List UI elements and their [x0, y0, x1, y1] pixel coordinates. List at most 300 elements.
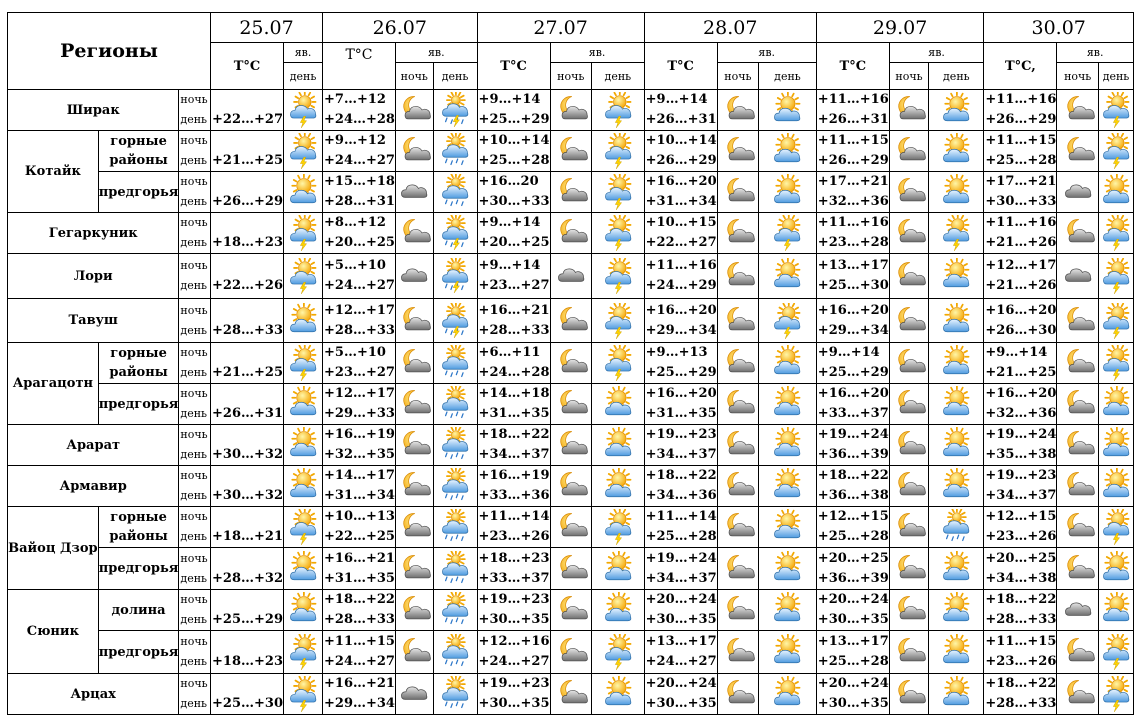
- temperature-cell: [816, 172, 889, 213]
- weather-cell: [929, 90, 984, 131]
- moon-cloud-icon: [1057, 303, 1098, 339]
- sun-cloud-thunder-icon: [1099, 258, 1133, 294]
- night-label: ночь: [180, 593, 208, 606]
- weather-cell: [592, 548, 645, 590]
- night-temp: +11…+15: [324, 634, 395, 649]
- day-temp: +31…+34: [645, 194, 717, 209]
- weather-cell: [592, 674, 645, 715]
- weather-cell: [889, 343, 929, 384]
- cloud-icon: [1057, 174, 1098, 210]
- sun-cloud-icon: [284, 468, 322, 504]
- weather-cell: [929, 466, 984, 507]
- night-temp: +19…+24: [645, 550, 717, 566]
- sun-cloud-icon: [1099, 551, 1133, 587]
- weather-cell: [433, 507, 477, 548]
- day-temp: +34…+37: [645, 447, 717, 462]
- region-name: Вайоц Дзор: [8, 507, 99, 590]
- day-temp: +30…+35: [817, 612, 889, 627]
- temperature-cell: [323, 131, 396, 172]
- weather-cell: [929, 254, 984, 299]
- weather-cell: [284, 507, 323, 548]
- phenomena-header: яв.: [889, 43, 984, 63]
- weather-cell: [550, 172, 592, 213]
- night-label: ночь: [180, 346, 208, 359]
- sun-cloud-thunder-icon: [592, 509, 644, 545]
- temperature-cell: [323, 213, 396, 254]
- sun-cloud-icon: [929, 174, 983, 210]
- night-temp: +11…+16: [817, 215, 889, 230]
- temperature-cell: [477, 131, 550, 172]
- weather-cell: [592, 213, 645, 254]
- day-temp: +33…+36: [478, 488, 550, 503]
- weather-cell: [1057, 131, 1099, 172]
- temperature-cell: [477, 425, 550, 466]
- weather-cell: [929, 131, 984, 172]
- sun-cloud-icon: [759, 386, 816, 422]
- weather-cell: [1099, 213, 1134, 254]
- day-temp: +34…+38: [985, 570, 1057, 586]
- weather-cell: [759, 548, 817, 590]
- day-header: день: [592, 63, 645, 90]
- weather-cell: [1099, 343, 1134, 384]
- sun-cloud-thunder-icon: [592, 174, 644, 210]
- night-label: ночь: [180, 93, 208, 106]
- date-header: 26.07: [323, 13, 478, 43]
- weather-cell: [1057, 384, 1099, 425]
- weather-cell: [395, 299, 433, 343]
- region-name: Котайк: [8, 131, 99, 213]
- day-temp: +30…+33: [478, 194, 550, 209]
- weather-cell: [284, 384, 323, 425]
- cloud-icon: [1057, 592, 1098, 628]
- weather-cell: [1099, 254, 1134, 299]
- moon-cloud-icon: [396, 345, 433, 381]
- sun-cloud-icon: [759, 133, 816, 169]
- moon-cloud-icon: [551, 634, 592, 670]
- moon-cloud-icon: [551, 676, 592, 712]
- temperature-cell: [644, 213, 717, 254]
- weather-cell: [759, 213, 817, 254]
- weather-cell: [395, 674, 433, 715]
- night-temp: [212, 632, 283, 652]
- sun-cloud-icon: [929, 592, 983, 628]
- night-label: ночь: [180, 303, 208, 317]
- day-temp: +26…+29: [985, 112, 1057, 127]
- temperature-cell: [211, 172, 284, 213]
- sun-cloud-icon: [759, 468, 816, 504]
- day-temp: +24…+28: [478, 365, 550, 380]
- sun-cloud-icon: [592, 676, 644, 712]
- moon-cloud-icon: [718, 386, 759, 422]
- weather-cell: [1057, 548, 1099, 590]
- sun-cloud-icon: [929, 133, 983, 169]
- temperature-cell: [984, 213, 1057, 254]
- day-temp: +23…+27: [324, 365, 395, 380]
- weather-cell: [1099, 425, 1134, 466]
- weather-cell: [550, 425, 592, 466]
- subregion-name: предгорья: [98, 631, 179, 674]
- moon-cloud-icon: [1057, 676, 1098, 712]
- day-temp: +25…+28: [985, 153, 1057, 168]
- temperature-cell: [477, 466, 550, 507]
- day-label: день: [180, 613, 208, 626]
- day-temp: +31…+35: [645, 406, 717, 421]
- weather-cell: [1057, 507, 1099, 548]
- weather-cell: [395, 131, 433, 172]
- weather-cell: [889, 466, 929, 507]
- night-temp: +12…+15: [817, 509, 889, 524]
- weather-cell: [550, 548, 592, 590]
- weather-cell: [395, 466, 433, 507]
- weather-cell: [433, 548, 477, 590]
- temperature-cell: [984, 90, 1057, 131]
- weather-cell: [592, 299, 645, 343]
- night-temp: [212, 90, 283, 110]
- day-label: день: [180, 571, 208, 585]
- day-temp: +29…+33: [324, 406, 395, 421]
- weather-cell: [592, 343, 645, 384]
- sun-cloud-icon: [1099, 174, 1133, 210]
- weather-cell: [1057, 590, 1099, 631]
- night-temp: +16…+19: [478, 468, 550, 483]
- period-labels: [179, 674, 211, 715]
- moon-cloud-icon: [1057, 427, 1098, 463]
- night-label: ночь: [180, 469, 208, 482]
- sun-cloud-icon: [759, 258, 816, 294]
- day-temp: +25…+29: [645, 365, 717, 380]
- temperature-cell: [211, 299, 284, 343]
- weather-cell: [929, 507, 984, 548]
- temperature-cell: [816, 466, 889, 507]
- night-temp: +16…+19: [324, 427, 395, 442]
- day-temp: +26…+29: [817, 153, 889, 168]
- weather-cell: [550, 90, 592, 131]
- cloud-rain-icon: [434, 174, 477, 210]
- weather-cell: [929, 172, 984, 213]
- day-temp: +22…+25: [324, 529, 395, 544]
- temperature-cell: [984, 674, 1057, 715]
- night-temp: +16…+20: [817, 302, 889, 318]
- weather-cell: [433, 425, 477, 466]
- weather-cell: [759, 384, 817, 425]
- cloud-thunder-rain-icon: [434, 215, 477, 251]
- temperature-cell: [816, 384, 889, 425]
- sun-cloud-icon: [1099, 386, 1133, 422]
- weather-cell: [1057, 90, 1099, 131]
- night-temp: +18…+22: [324, 592, 395, 607]
- day-temp: +22…+26: [212, 278, 283, 293]
- moon-cloud-icon: [396, 551, 433, 587]
- weather-cell: [759, 425, 817, 466]
- sun-cloud-thunder-icon: [284, 509, 322, 545]
- temperature-cell: [477, 674, 550, 715]
- day-temp: +25…+29: [212, 612, 283, 627]
- day-label: день: [180, 366, 208, 379]
- period-labels: [179, 213, 211, 254]
- night-temp: +12…+16: [478, 634, 550, 649]
- weather-cell: [395, 343, 433, 384]
- weather-cell: [550, 507, 592, 548]
- temperature-cell: [816, 343, 889, 384]
- weather-cell: [433, 172, 477, 213]
- sun-cloud-thunder-icon: [284, 345, 322, 381]
- day-temp: +26…+29: [212, 194, 283, 209]
- temperature-cell: [211, 548, 284, 590]
- day-temp: +30…+32: [212, 447, 283, 462]
- date-header: 30.07: [984, 13, 1134, 43]
- moon-cloud-icon: [1057, 345, 1098, 381]
- sun-cloud-icon: [759, 509, 816, 545]
- temperature-cell: [323, 425, 396, 466]
- weather-cell: [717, 131, 759, 172]
- sun-cloud-thunder-icon: [284, 215, 322, 251]
- day-temp: +31…+34: [324, 488, 395, 503]
- day-temp: +25…+28: [817, 654, 889, 669]
- night-temp: [212, 674, 283, 694]
- day-header: день: [759, 63, 817, 90]
- day-label: день: [180, 697, 208, 710]
- weather-cell: [1099, 507, 1134, 548]
- day-temp: +18…+23: [212, 235, 283, 250]
- moon-cloud-icon: [551, 215, 592, 251]
- weather-cell: [284, 299, 323, 343]
- day-temp: +36…+39: [817, 570, 889, 586]
- period-labels: [179, 172, 211, 213]
- cloud-icon: [396, 258, 433, 294]
- moon-cloud-icon: [890, 345, 929, 381]
- sun-cloud-thunder-icon: [284, 258, 322, 294]
- temperature-cell: [211, 213, 284, 254]
- sun-cloud-thunder-icon: [1099, 634, 1133, 670]
- day-temp: +31…+35: [324, 570, 395, 586]
- weather-cell: [395, 425, 433, 466]
- cloud-thunder-rain-icon: [434, 92, 477, 128]
- weather-cell: [889, 548, 929, 590]
- night-temp: +9…+14: [478, 92, 541, 107]
- weather-cell: [592, 590, 645, 631]
- period-labels: [179, 507, 211, 548]
- weather-cell: [284, 674, 323, 715]
- day-label: день: [180, 407, 208, 420]
- temperature-cell: [816, 507, 889, 548]
- temperature-cell: [477, 590, 550, 631]
- night-temp: +20…+25: [985, 550, 1057, 566]
- night-temp: +5…+10: [324, 258, 386, 273]
- region-name: Тавуш: [8, 299, 179, 343]
- moon-cloud-icon: [890, 133, 929, 169]
- night-temp: +10…+14: [478, 133, 550, 148]
- night-temp: [212, 131, 283, 151]
- day-temp: +25…+29: [817, 365, 889, 380]
- night-header: ночь: [395, 63, 433, 90]
- temperature-cell: [477, 254, 550, 299]
- night-temp: [212, 384, 283, 404]
- day-temp: +26…+31: [817, 112, 889, 127]
- temperature-cell: [323, 172, 396, 213]
- day-temp: +28…+33: [212, 322, 283, 338]
- day-temp: +33…+37: [817, 406, 889, 421]
- weather-cell: [433, 590, 477, 631]
- day-temp: +21…+25: [212, 153, 283, 168]
- cloud-rain-icon: [434, 345, 477, 381]
- night-temp: +17…+21: [985, 174, 1057, 189]
- weather-cell: [1057, 172, 1099, 213]
- night-temp: +10…+15: [645, 215, 717, 230]
- moon-cloud-icon: [551, 551, 592, 587]
- temperature-cell: [323, 674, 396, 715]
- temperature-cell: [323, 299, 396, 343]
- temperature-cell: [984, 590, 1057, 631]
- sun-cloud-thunder-icon: [284, 634, 322, 670]
- temperature-cell: [477, 631, 550, 674]
- weather-cell: [550, 466, 592, 507]
- weather-cell: [395, 384, 433, 425]
- sun-cloud-thunder-icon: [1099, 676, 1133, 712]
- moon-cloud-icon: [396, 92, 433, 128]
- moon-cloud-icon: [551, 509, 592, 545]
- moon-cloud-icon: [396, 592, 433, 628]
- night-temp: +8…+12: [324, 215, 386, 230]
- weather-cell: [759, 507, 817, 548]
- temperature-cell: [211, 90, 284, 131]
- cloud-rain-icon: [929, 509, 983, 545]
- moon-cloud-icon: [718, 634, 759, 670]
- weather-cell: [284, 548, 323, 590]
- day-temp: +26…+31: [212, 406, 283, 421]
- weather-cell: [592, 466, 645, 507]
- moon-cloud-icon: [1057, 551, 1098, 587]
- cloud-icon: [396, 676, 433, 712]
- weather-cell: [550, 131, 592, 172]
- night-temp: +13…+17: [645, 634, 717, 649]
- day-temp: +28…+32: [212, 570, 283, 586]
- weather-cell: [550, 213, 592, 254]
- temperature-cell: [211, 631, 284, 674]
- day-temp: +30…+35: [817, 696, 889, 711]
- sun-cloud-icon: [1099, 468, 1133, 504]
- night-temp: +11…+16: [985, 92, 1057, 107]
- weather-cell: [395, 507, 433, 548]
- night-temp: +11…+15: [817, 133, 889, 148]
- weather-cell: [759, 590, 817, 631]
- night-label: ночь: [180, 175, 208, 188]
- day-temp: +24…+27: [645, 654, 717, 669]
- night-temp: +5…+10: [324, 345, 386, 360]
- day-temp: +24…+27: [324, 278, 395, 293]
- sun-cloud-thunder-icon: [592, 634, 644, 670]
- night-temp: +16…+21: [324, 676, 395, 691]
- weather-cell: [433, 131, 477, 172]
- night-temp: +9…+14: [478, 258, 541, 273]
- night-temp: +16…+20: [817, 386, 889, 401]
- cloud-rain-icon: [434, 592, 477, 628]
- day-temp: +21…+25: [985, 365, 1057, 380]
- night-temp: +9…+14: [645, 92, 708, 107]
- temperature-cell: [323, 384, 396, 425]
- day-temp: +24…+29: [645, 278, 717, 293]
- weather-cell: [889, 631, 929, 674]
- night-temp: [212, 466, 283, 486]
- night-temp: +14…+17: [324, 468, 395, 483]
- temperature-cell: [211, 507, 284, 548]
- date-header: 27.07: [477, 13, 644, 43]
- moon-cloud-icon: [1057, 386, 1098, 422]
- phenomena-header: яв.: [550, 43, 644, 63]
- temp-header: T°C,: [984, 43, 1057, 90]
- period-labels: [179, 254, 211, 299]
- night-temp: +20…+25: [817, 550, 889, 566]
- temperature-cell: [323, 254, 396, 299]
- moon-cloud-icon: [718, 551, 759, 587]
- period-labels: [179, 548, 211, 590]
- weather-cell: [592, 131, 645, 172]
- period-labels: [179, 384, 211, 425]
- night-temp: +9…+14: [478, 215, 541, 230]
- night-label: ночь: [180, 551, 208, 565]
- weather-cell: [717, 425, 759, 466]
- weather-cell: [929, 674, 984, 715]
- weather-cell: [717, 299, 759, 343]
- night-temp: +16…+20: [985, 386, 1057, 401]
- night-label: ночь: [180, 387, 208, 400]
- sun-cloud-thunder-icon: [592, 345, 644, 381]
- moon-cloud-icon: [551, 468, 592, 504]
- night-temp: +11…+14: [478, 509, 550, 524]
- temperature-cell: [644, 254, 717, 299]
- weather-cell: [284, 131, 323, 172]
- day-temp: +24…+28: [324, 112, 395, 127]
- period-labels: [179, 590, 211, 631]
- day-temp: +25…+28: [478, 153, 550, 168]
- moon-cloud-icon: [1057, 509, 1098, 545]
- sun-cloud-thunder-icon: [284, 133, 322, 169]
- day-header: день: [1099, 63, 1134, 90]
- cloud-rain-icon: [434, 427, 477, 463]
- weather-cell: [1099, 548, 1134, 590]
- night-temp: +18…+22: [985, 592, 1057, 607]
- night-temp: [212, 549, 283, 569]
- temperature-cell: [984, 507, 1057, 548]
- night-temp: +19…+24: [817, 427, 889, 442]
- sun-cloud-thunder-icon: [929, 215, 983, 251]
- temperature-cell: [644, 343, 717, 384]
- night-temp: +16…+20: [985, 302, 1057, 318]
- day-temp: +23…+27: [478, 278, 550, 293]
- temperature-cell: [477, 343, 550, 384]
- day-temp: +20…+25: [478, 235, 550, 250]
- night-temp: +10…+14: [645, 133, 717, 148]
- day-temp: +33…+37: [478, 570, 550, 586]
- weather-cell: [717, 90, 759, 131]
- night-temp: +16…20: [478, 174, 539, 189]
- weather-cell: [1057, 343, 1099, 384]
- sun-cloud-icon: [929, 258, 983, 294]
- temperature-cell: [323, 507, 396, 548]
- day-temp: +29…+34: [645, 322, 717, 338]
- night-temp: +18…+23: [478, 550, 550, 566]
- weather-cell: [889, 425, 929, 466]
- temperature-cell: [211, 590, 284, 631]
- moon-cloud-icon: [890, 634, 929, 670]
- day-temp: +34…+37: [478, 447, 550, 462]
- sun-cloud-icon: [592, 592, 644, 628]
- temperature-cell: [984, 466, 1057, 507]
- temperature-cell: [644, 90, 717, 131]
- day-label: день: [180, 154, 208, 167]
- day-temp: +22…+27: [212, 112, 283, 127]
- moon-cloud-icon: [718, 676, 759, 712]
- weather-cell: [550, 384, 592, 425]
